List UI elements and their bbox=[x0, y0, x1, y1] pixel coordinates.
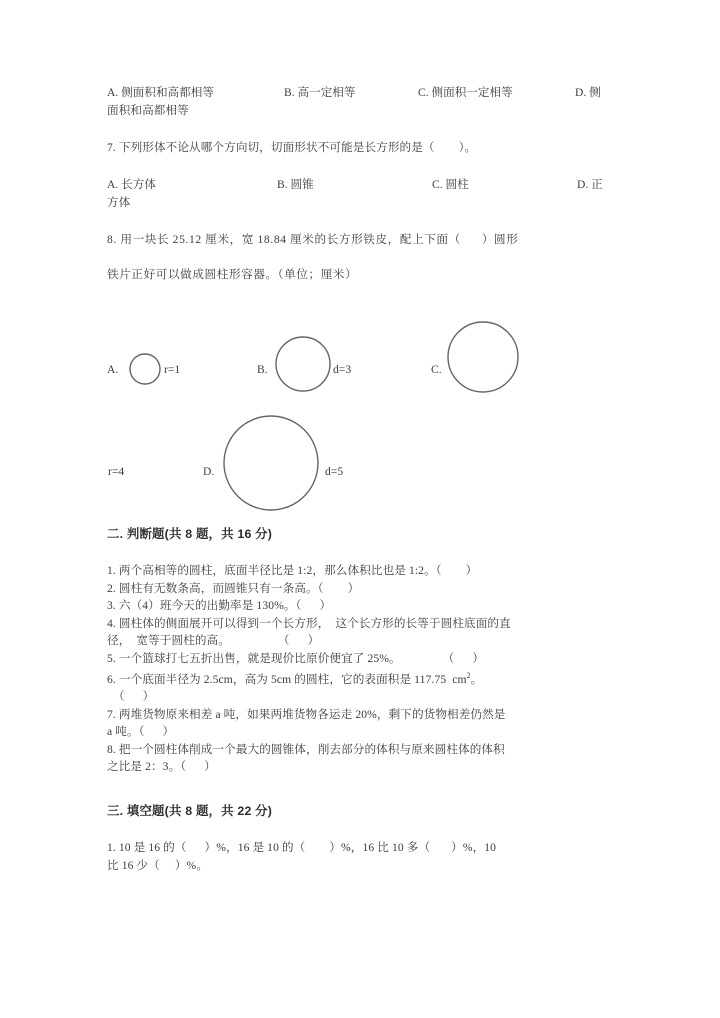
section-3-title: 三. 填空题(共 8 题，共 22 分) bbox=[107, 803, 273, 818]
q7-option-d-wrap: 方体 bbox=[107, 196, 131, 209]
circle-b-value: d=3 bbox=[333, 363, 352, 376]
q7-stem: 7. 下列形体不论从哪个方向切，切面形状不可能是长方形的是（ ）。 bbox=[107, 141, 477, 154]
spacer bbox=[107, 776, 615, 802]
q6-option-d[interactable]: D. 侧 bbox=[575, 86, 601, 99]
q8-stem-line2: 铁片正好可以做成圆柱形容器。（单位；厘米） bbox=[107, 268, 358, 281]
q7-options-line1 bbox=[107, 176, 615, 194]
q6-option-c[interactable]: C. 侧面积一定相等 bbox=[418, 86, 513, 99]
page-content bbox=[107, 84, 615, 875]
q7-option-b[interactable]: B. 圆锥 bbox=[277, 178, 314, 191]
circle-d-value: d=5 bbox=[325, 465, 344, 478]
q6-options-line1 bbox=[107, 84, 615, 102]
fill-item-1-wrap: 比 16 少（ ）%。 bbox=[107, 858, 209, 872]
spacer bbox=[107, 499, 615, 525]
tf-item-6-text: 6. 一个底面半径为 2.5cm，高为 5cm 的圆柱，它的表面积是 117.75 cm bbox=[107, 672, 467, 686]
circle-b-letter[interactable]: B. bbox=[257, 363, 268, 376]
q7-option-c[interactable]: C. 圆柱 bbox=[432, 178, 469, 191]
tf-item-8-wrap: 之比是 2：3。（ ） bbox=[107, 760, 216, 774]
spacer bbox=[107, 212, 615, 231]
circle-b bbox=[276, 337, 330, 391]
tf-item-2: 2. 圆柱有无数条高，而圆锥只有一条高。（ ） bbox=[107, 581, 360, 595]
tf-item-3: 3. 六（4）班今天的出勤率是 130%。（ ） bbox=[107, 599, 332, 612]
q6-option-d-wrap: 面积和高都相等 bbox=[107, 104, 189, 117]
tf-item-8: 8. 把一个圆柱体削成一个最大的圆锥体，削去部分的体积与原来圆柱体的体积 bbox=[107, 742, 505, 756]
circle-d bbox=[224, 416, 318, 510]
circle-c bbox=[448, 322, 518, 392]
spacer bbox=[107, 157, 615, 176]
q8-stem-line1: 8. 用一块长 25.12 厘米，宽 18.84 厘米的长方形铁皮，配上下面（ ）圆形 bbox=[107, 233, 519, 246]
tf-item-6-blank: （ ） bbox=[107, 690, 155, 704]
q8-circle-figure bbox=[107, 284, 615, 499]
fill-item-1: 1. 10 是 16 的（ ）%，16 是 10 的（ ）%，16 比 10 多（ ）%，10 bbox=[107, 840, 497, 854]
q7-option-d[interactable]: D. 正 bbox=[577, 178, 603, 191]
tf-item-7: 7. 两堆货物原来相差 a 吨，如果两堆货物各运走 20%，剩下的货物相差仍然是 bbox=[107, 707, 506, 721]
tf-item-6-superscript: 2 bbox=[466, 671, 471, 680]
q6-option-b[interactable]: B. 高一定相等 bbox=[284, 86, 356, 99]
q6-option-a[interactable]: A. 侧面积和高都相等 bbox=[107, 86, 214, 99]
section-2-items bbox=[107, 562, 615, 776]
tf-item-1: 1. 两个高相等的圆柱，底面半径比是 1:2，那么体积比也是 1:2。（ ） bbox=[107, 564, 478, 577]
tf-item-4: 4. 圆柱体的侧面展开可以得到一个长方形， 这个长方形的长等于圆柱底面的直 bbox=[107, 616, 511, 630]
tf-item-6 bbox=[107, 667, 615, 688]
section-2-title: 二. 判断题(共 8 题，共 16 分) bbox=[107, 527, 273, 541]
q7-option-a[interactable]: A. 长方体 bbox=[107, 178, 156, 191]
circle-c-letter[interactable]: C. bbox=[431, 363, 442, 376]
q6-options-row bbox=[107, 84, 615, 120]
tf-item-4-wrap: 径， 宽等于圆柱的高。 （ ） bbox=[107, 634, 320, 647]
q7-options-row bbox=[107, 176, 615, 212]
spacer bbox=[107, 249, 615, 266]
spacer bbox=[107, 543, 615, 562]
circle-a-value: r=1 bbox=[164, 363, 181, 376]
section-3-items bbox=[107, 839, 615, 875]
circle-c-value: r=4 bbox=[108, 465, 125, 478]
circle-d-letter[interactable]: D. bbox=[203, 465, 215, 478]
tf-item-5: 5. 一个篮球打七五折出售，就是现价比原价便宜了 25%。 （ ） bbox=[107, 651, 485, 665]
circles-svg bbox=[107, 284, 615, 499]
circle-a bbox=[130, 354, 160, 384]
spacer bbox=[107, 120, 615, 139]
tf-item-6-period: 。 bbox=[470, 672, 483, 686]
spacer bbox=[107, 820, 615, 839]
tf-item-7-wrap: a 吨。（ ） bbox=[107, 725, 175, 739]
circle-a-letter[interactable]: A. bbox=[107, 363, 119, 376]
